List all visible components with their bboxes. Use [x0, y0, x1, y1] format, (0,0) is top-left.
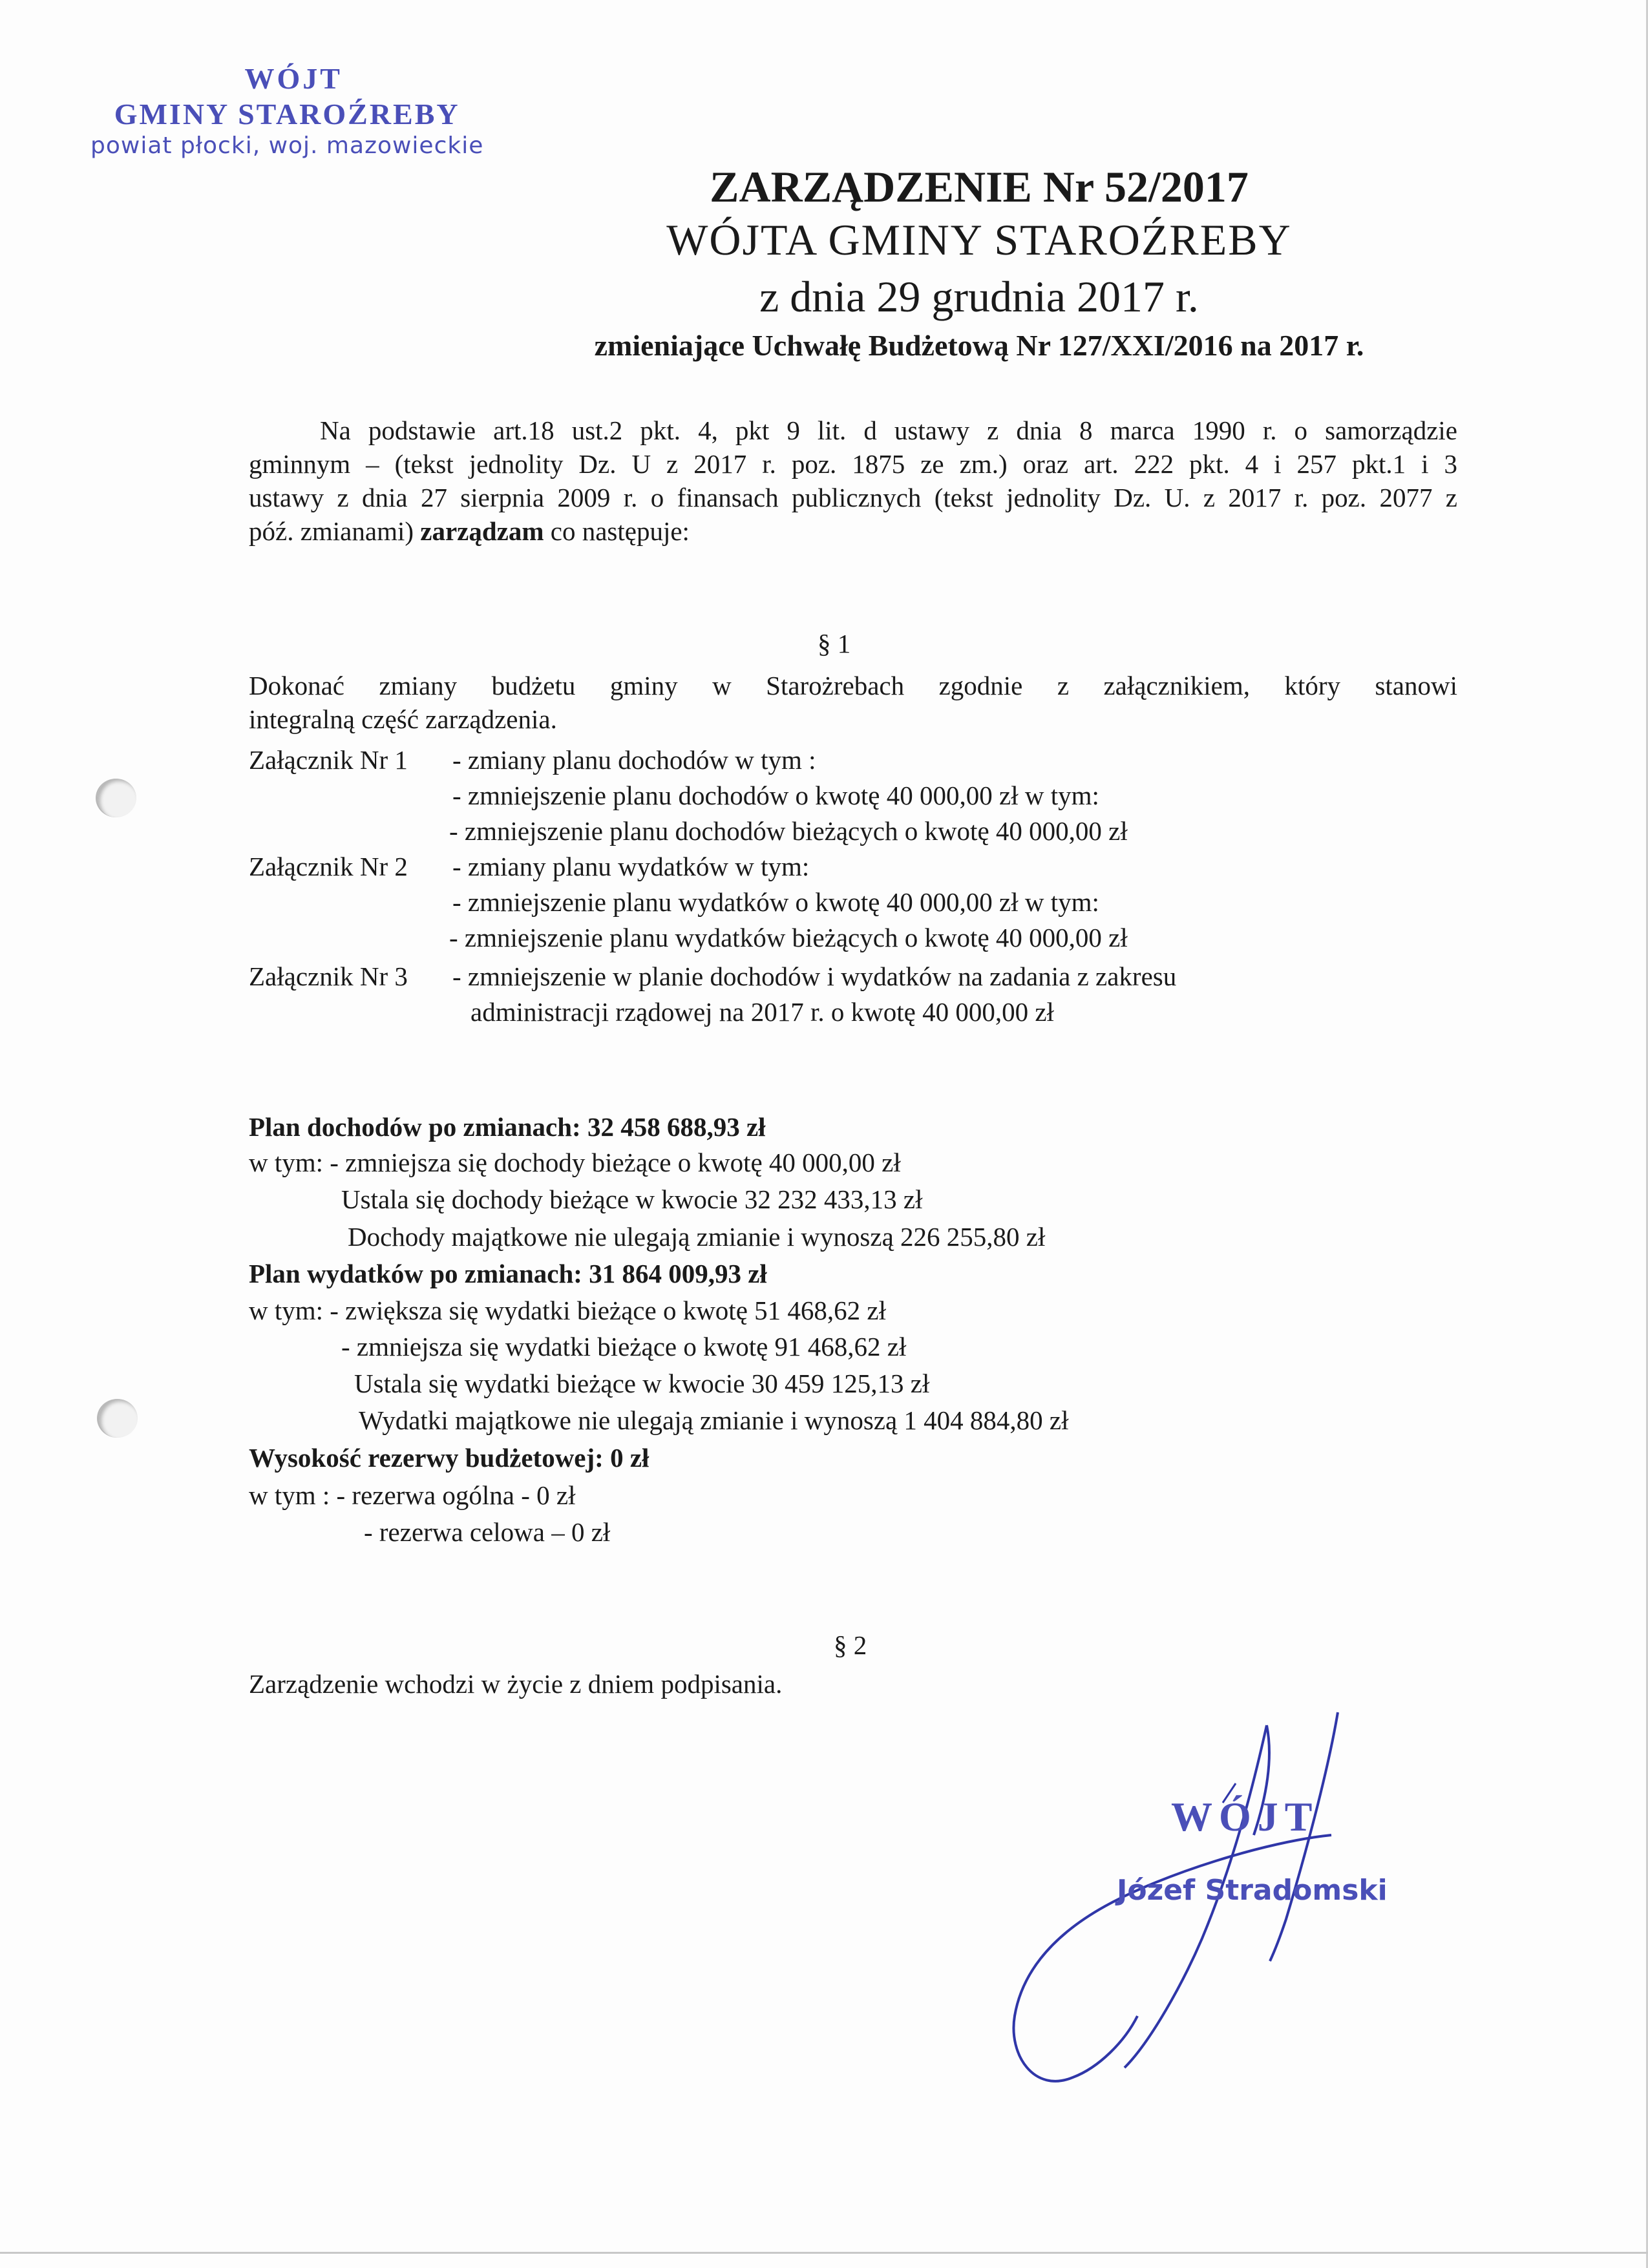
attachment-3-line: - zmniejszenie w planie dochodów i wydatków na zadania z zakresu	[452, 961, 1177, 991]
attachment-3-line: administracji rządowej na 2017 r. o kwotę 40 000,00 zł	[470, 997, 1054, 1027]
attachment-2-label: Załącznik Nr 2	[249, 852, 408, 881]
signature-title: WÓJT	[1171, 1794, 1319, 1840]
expense-plan-line: w tym: - zwiększa się wydatki bieżące o kwotę 51 468,62 zł	[249, 1296, 886, 1325]
signature-name: Józef Stradomski	[1117, 1874, 1388, 1907]
preamble-text: póź. zmianami)	[249, 516, 414, 546]
attachment-1-line: - zmniejszenie planu dochodów o kwotę 40 000,00 zł w tym:	[452, 781, 1099, 810]
preamble-text: co następuje:	[550, 516, 690, 546]
expense-plan-heading: Plan wydatków po zmianach: 31 864 009,93 zł	[249, 1259, 767, 1288]
section-1-intro	[249, 669, 1457, 736]
stamp-line-2: GMINY STAROŹREBY	[114, 98, 460, 131]
stamp-line-1: WÓJT	[244, 62, 343, 95]
income-plan-heading: Plan dochodów po zmianach: 32 458 688,93 zł	[249, 1112, 766, 1142]
office-stamp	[90, 61, 483, 159]
attachment-2-line: - zmniejszenie planu wydatków o kwotę 40 000,00 zł w tym:	[452, 887, 1099, 917]
preamble	[249, 414, 1457, 548]
intro-line: integralną część zarządzenia.	[249, 704, 557, 734]
income-plan-line: w tym: - zmniejsza się dochody bieżące o kwotę 40 000,00 zł	[249, 1148, 901, 1177]
stamp-line-3: powiat płocki, woj. mazowieckie	[90, 132, 484, 159]
income-plan-line: Ustala się dochody bieżące w kwocie 32 232 433,13 zł	[341, 1184, 923, 1214]
reserve-heading: Wysokość rezerwy budżetowej: 0 zł	[249, 1443, 650, 1473]
preamble-line: Na podstawie art.18 ust.2 pkt. 4, pkt 9 lit. d ustawy z dnia 8 marca 1990 r. o samorządzie	[320, 415, 1457, 445]
attachment-1-line: - zmiany planu dochodów w tym :	[452, 745, 816, 775]
reserve-line: w tym : - rezerwa ogólna - 0 zł	[249, 1480, 576, 1510]
section-2-heading: § 2	[834, 1630, 867, 1660]
attachment-1-label: Załącznik Nr 1	[249, 745, 408, 775]
document-date: z dnia 29 grudnia 2017 r.	[759, 272, 1199, 321]
income-plan-line: Dochody majątkowe nie ulegają zmianie i wynoszą 226 255,80 zł	[348, 1222, 1046, 1252]
punch-hole-top	[96, 779, 136, 817]
expense-plan-line: Wydatki majątkowe nie ulegają zmianie i wynoszą 1 404 884,80 zł	[359, 1405, 1069, 1435]
preamble-bold-verb: zarządzam	[420, 516, 544, 546]
preamble-line: ustawy z dnia 27 sierpnia 2009 r. o finansach publicznych (tekst jednolity Dz. U. z 2017 r. poz. 2077 z	[249, 483, 1457, 512]
attachment-1-line: - zmniejszenie planu dochodów bieżących o kwotę 40 000,00 zł	[449, 816, 1128, 846]
expense-plan-line: - zmniejsza się wydatki bieżące o kwotę 91 468,62 zł	[341, 1332, 907, 1361]
section-2-text: Zarządzenie wchodzi w życie z dniem podpisania.	[249, 1669, 783, 1699]
page-bottom-border	[0, 2252, 1648, 2254]
section-1-heading: § 1	[818, 629, 851, 658]
attachment-2-line: - zmiany planu wydatków w tym:	[452, 852, 810, 881]
preamble-line: gminnym – (tekst jednolity Dz. U z 2017 r. poz. 1875 ze zm.) oraz art. 222 pkt. 4 i 257 pkt.1 i 3	[249, 449, 1457, 479]
document-title: ZARZĄDZENIE Nr 52/2017	[710, 162, 1249, 211]
document-issuer: WÓJTA GMINY STAROŹREBY	[666, 215, 1292, 264]
attachment-2-line: - zmniejszenie planu wydatków bieżących o kwotę 40 000,00 zł	[449, 923, 1128, 952]
intro-line: Dokonać zmiany budżetu gminy w Starożrebach zgodnie z załącznikiem, który stanowi	[249, 671, 1457, 700]
attachment-3-label: Załącznik Nr 3	[249, 961, 408, 991]
expense-plan-line: Ustala się wydatki bieżące w kwocie 30 459 125,13 zł	[354, 1369, 930, 1398]
preamble-line-final	[249, 514, 1457, 548]
reserve-line: - rezerwa celowa – 0 zł	[364, 1517, 611, 1547]
punch-hole-bottom	[97, 1399, 138, 1438]
document-subject: zmieniające Uchwałę Budżetową Nr 127/XXI/2016 na 2017 r.	[594, 329, 1364, 362]
